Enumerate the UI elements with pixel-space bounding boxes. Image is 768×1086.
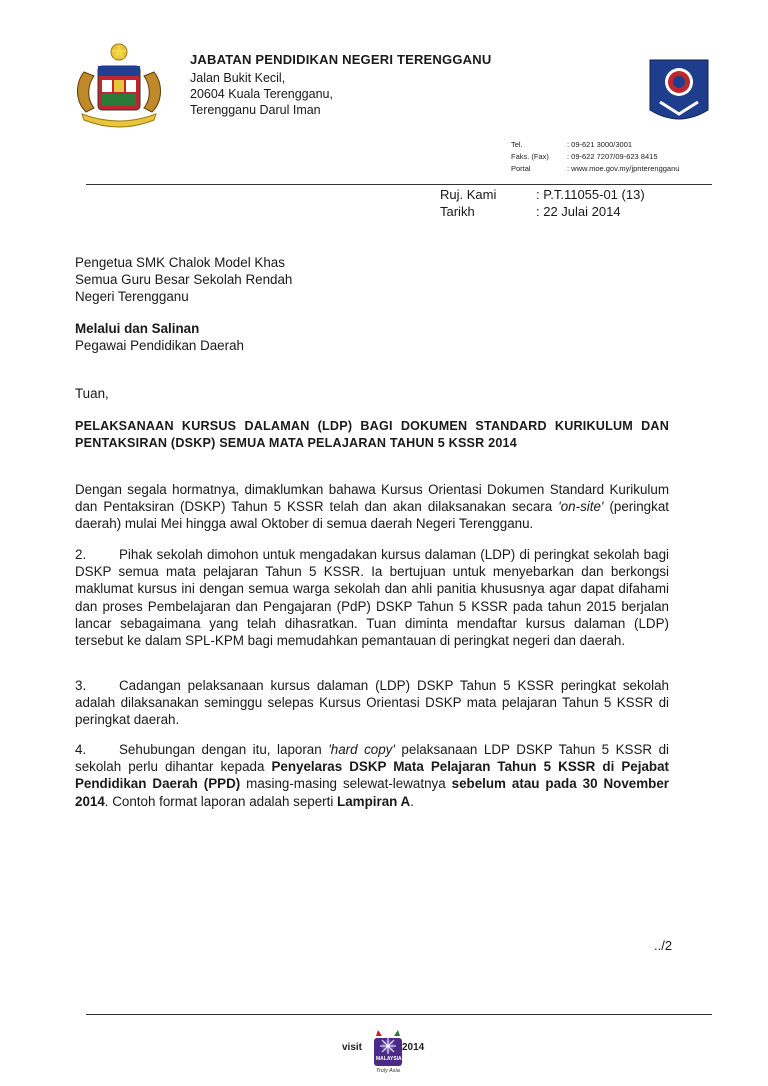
contact-portal — [511, 163, 679, 174]
date-label: Tarikh — [440, 204, 475, 219]
reference-number — [440, 187, 645, 202]
visit-year: 2014 — [402, 1042, 425, 1053]
paragraph-1-italic: 'on-site' — [558, 499, 604, 515]
recipient-line-2: Semua Guru Besar Sekolah Rendah — [75, 272, 293, 287]
paragraph-1-text-b: (peringkat daerah) mulai Mei hingga awal Oktober di semua daerah Negeri Terengganu. — [75, 499, 669, 532]
agency-logo-icon — [648, 58, 710, 126]
paragraph-4-text-c: masing-masing selewat-lewatnya — [240, 776, 452, 792]
paragraph-4-text-a: Sehubungan dengan itu, laporan — [119, 742, 329, 757]
visit-tagline: Truly Asia — [376, 1068, 400, 1074]
via-line: Pegawai Pendidikan Daerah — [75, 338, 244, 353]
paragraph-2-number: 2. — [75, 547, 87, 562]
contact-tel — [511, 139, 632, 150]
agency-name: JABATAN PENDIDIKAN NEGERI TERENGGANU — [190, 52, 492, 67]
page-marker: ../2 — [654, 938, 673, 953]
header-divider — [86, 184, 712, 185]
reference-label: Ruj. Kami — [440, 187, 497, 202]
paragraph-1-text-a: Dengan segala hormatnya, dimaklumkan bahawa Kursus Orientasi Dokumen Standard Kurikulum dan Pentaksiran (DSKP) Tahun 5 KSSR telah dan akan dilaksanakan secara — [75, 482, 669, 515]
address-line-2: 20604 Kuala Terengganu, — [190, 87, 333, 101]
visit-country: MALAYSIA — [376, 1056, 402, 1062]
contact-tel-label: Tel. — [511, 140, 523, 149]
contact-fax — [511, 151, 658, 162]
visit-word: visit — [342, 1042, 363, 1053]
paragraph-1 — [75, 481, 669, 533]
paragraph-4-italic: 'hard copy' — [328, 742, 395, 757]
paragraph-4-bold-b: sebelum atau pada 30 November 2014 — [75, 776, 669, 809]
paragraph-3 — [75, 677, 669, 729]
paragraph-4-text-d: . Contoh format laporan adalah seperti — [104, 793, 338, 809]
paragraph-4-number: 4. — [75, 742, 87, 757]
paragraph-3-text: Cadangan pelaksanaan kursus dalaman (LDP) DSKP Tahun 5 KSSR peringkat sekolah adalah dilaksanakan seminggu selepas Kursus Orientasi DSKP mata pelajaran Tahun 5 KSSR di peringkat daerah. — [75, 678, 669, 728]
date-value: : 22 Julai 2014 — [536, 204, 621, 219]
footer-divider — [86, 1014, 712, 1015]
paragraph-4-bold-c: Lampiran A — [337, 793, 411, 809]
visit-malaysia-logo — [342, 1024, 434, 1076]
visit-malaysia-emblem-icon — [372, 1028, 404, 1068]
reference-date — [440, 204, 621, 219]
address-line-1: Jalan Bukit Kecil, — [190, 71, 286, 85]
reference-value: : P.T.11055-01 (13) — [536, 187, 645, 202]
address-line-3: Terengganu Darul Iman — [190, 103, 321, 117]
paragraph-4-bold-a: Penyelaras DSKP Mata Pelajaran Tahun 5 KSSR di Pejabat Pendidikan Daerah (PPD) — [75, 759, 669, 792]
contact-fax-value: : 09-622 7207/09-623 8415 — [567, 152, 658, 161]
paragraph-3-number: 3. — [75, 678, 87, 693]
subject-heading: PELAKSANAAN KURSUS DALAMAN (LDP) BAGI DOKUMEN STANDARD KURIKULUM DAN PENTAKSIRAN (DSKP) SEMUA MATA PELAJARAN TAHUN 5 KSSR 2014 — [75, 419, 669, 450]
via-heading: Melalui dan Salinan — [75, 321, 200, 336]
crest-icon — [68, 42, 170, 128]
paragraph-2-text: Pihak sekolah dimohon untuk mengadakan kursus dalaman (LDP) di peringkat sekolah bagi DSKP semua mata pelajaran Tahun 5 KSSR. Ia bertujuan untuk menyebarkan dan berkongsi maklumat kursus ini dengan semua warga sekolah dan ahli panitia khususnya agar dapat difahami dan proses Pembelajaran dan Pengajaran (PdP) DSKP Tahun 5 KSSR pada tahun 2015 berjalan lancar sebagaimana yang telah dihasratkan. Tuan diminta mendaftar kursus dalaman (LDP) tersebut ke dalam SPL-KPM bagi memudahkan pemantauan di peringkat negeri dan daerah. — [75, 547, 669, 649]
contact-portal-label: Portal — [511, 164, 531, 173]
contact-fax-label: Faks. (Fax) — [511, 152, 549, 161]
paragraph-4 — [75, 741, 669, 810]
paragraph-4-text-e: . — [410, 793, 414, 809]
contact-tel-value: : 09-621 3000/3001 — [567, 140, 633, 149]
paragraph-2 — [75, 546, 669, 649]
paragraph-4-text-b: pelaksanaan LDP DSKP Tahun 5 KSSR di sekolah perlu dihantar kepada — [75, 742, 670, 775]
salutation: Tuan, — [75, 386, 109, 401]
recipient-line-1: Pengetua SMK Chalok Model Khas — [75, 255, 285, 270]
recipient-line-3: Negeri Terengganu — [75, 289, 189, 304]
contact-portal-value: : www.moe.gov.my/jpnterengganu — [567, 164, 680, 173]
